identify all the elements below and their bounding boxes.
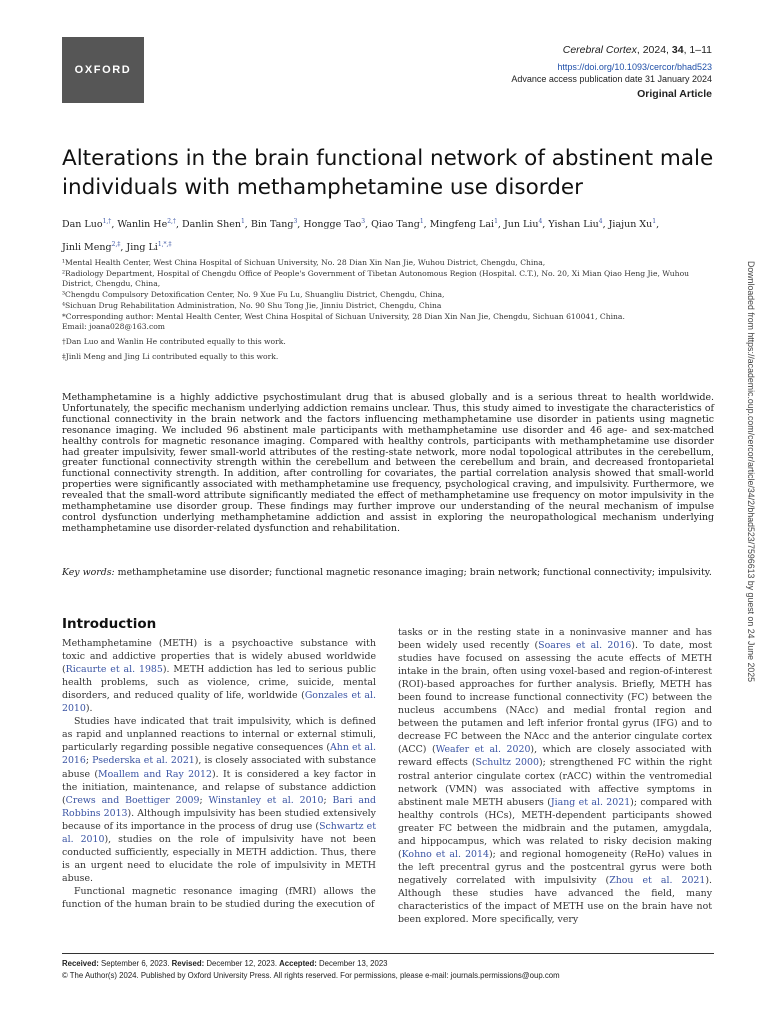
logo-text: OXFORD xyxy=(74,64,132,76)
paragraph: Functional magnetic resonance imaging (fMRI) allows the function of the human brain to be studied during the execution of xyxy=(62,885,376,910)
download-notice: Downloaded from https://academic.oup.com/cercor/article/34/2/bhad523/7596613 by guest on 24 June 2025 xyxy=(746,261,756,683)
equal-contribution-2: ‡Jinli Meng and Jing Li contributed equally to this work. xyxy=(62,351,279,361)
column-right xyxy=(398,626,712,926)
author-affiliation-marker[interactable]: 2,† xyxy=(167,218,176,225)
author-name: Qiao Tang xyxy=(371,219,420,231)
author-affiliation-marker[interactable]: 1 xyxy=(652,218,657,225)
download-watermark xyxy=(745,262,757,762)
footer xyxy=(62,958,714,982)
column-left xyxy=(62,618,376,911)
article-dates: Received: September 6, 2023. Revised: December 12, 2023. Accepted: December 13, 2023 xyxy=(62,959,388,968)
citation-link[interactable]: Gonzales et al. 2010 xyxy=(62,690,377,715)
citation-link[interactable]: Weafer et al. 2020 xyxy=(435,744,531,756)
citation-link[interactable]: Ricaurte et al. 1985 xyxy=(65,664,163,676)
paragraph: tasks or in the resting state in a noninvasive manner and has been widely used recently (Soares et al. 2016). To date, most studies have focused on assessing the acute effects of METH intake in the brain, often using voxel-based and region-of-interest (ROI)-based approaches for further analysis. Briefly, METH has been found to increase functional connectivity (FC) between the nucleus accumbens (NAcc) and medial frontal region and between the putamen and left inferior frontal gyrus (IFG) and to decrease FC between the NAcc and the anterior cingulate cortex (ACC) (Weafer et al. 2020), which are closely associated with reward effects (Schultz 2000); strengthened FC within the right rostral anterior cingulate cortex (rACC) within the ventromedial network (VMN) was associated with affective symptoms in abstinent male METH abusers (Jiang et al. 2021); compared with healthy controls (HCs), METH-dependent participants showed greater FC between the midbrain and the putamen, amygdala, and hippocampus, which was related to risky decision making (Kohno et al. 2014); and regional homogeneity (ReHo) values in the left precentral gyrus and the postcentral gyrus were both negatively correlated with impulsivity (Zhou et al. 2021). Although these studies have advanced the field, many characteristics of the impact of METH use on the brain have not been explored. More specifically, very xyxy=(398,627,712,926)
author-affiliation-marker[interactable]: 1,*,‡ xyxy=(157,241,172,249)
author-affiliation-marker[interactable]: 1 xyxy=(240,218,245,225)
affiliation-1: ¹Mental Health Center, West China Hospital of Sichuan University, No. 28 Dian Xin Nan Jie, Wuhou District, Chengdu, China, xyxy=(62,258,546,267)
author-name: Yishan Liu xyxy=(548,219,599,231)
journal-citation: Cerebral Cortex, 2024, 34, 1–11 xyxy=(562,44,712,56)
citation-link[interactable]: Ahn et al. 2016 xyxy=(62,742,376,767)
journal-volume: 34 xyxy=(671,44,684,56)
author-affiliation-marker[interactable]: 2,‡ xyxy=(111,241,121,249)
oxford-logo xyxy=(62,37,144,103)
journal-header xyxy=(511,44,712,100)
email[interactable]: Email: joana028@163.com xyxy=(62,322,165,332)
citation-link[interactable]: Schwartz et al. 2010 xyxy=(62,820,376,845)
citation-link[interactable]: Schultz 2000 xyxy=(475,757,539,769)
paragraph: Studies have indicated that trait impulsivity, which is defined as rapid and unplanned reactions to internal or external stimuli, particularly regarding possible negative consequences (Ahn et al. 2016; Psederska et al. 2021), is closely associated with substance abuse (Moallem and Ray 2012). It is considered a key factor in the initiation, maintenance, and relapse of substance addiction (Crews and Boettiger 2009; Winstanley et al. 2010; Bari and Robbins 2013). Although impulsivity has been studied extensively because of its importance in the process of drug use (Schwartz et al. 2010), studies on the role of impulsivity have not been conducted sufficiently, especially in METH addiction. Thus, there is an urgent need to elucidate the role of impulsivity in METH abuse. xyxy=(62,716,376,884)
affiliation-3: ³Chengdu Compulsory Detoxification Center, No. 9 Xue Fu Lu, Shuangliu District, Chengdu, China, xyxy=(62,290,445,300)
author-affiliation-marker[interactable]: 1 xyxy=(494,218,498,225)
author-affiliation-marker[interactable]: 3 xyxy=(293,218,298,225)
author-name: Jing Li xyxy=(126,242,158,254)
author-affiliation-marker[interactable]: 3 xyxy=(361,218,366,225)
affiliation-2: ²Radiology Department, Hospital of Chengdu Office of People's Government of Tibetan Autonomous Region (Hospital. C.T.), No. 20, Xi Mian Qiao Heng Jie, Wuhou District, Chengdu, China, xyxy=(62,268,690,289)
keywords-label: Key words: xyxy=(62,567,115,578)
author-affiliation-marker[interactable]: 4 xyxy=(598,218,603,225)
article-title: Alterations in the brain functional network of abstinent male individuals with methamphetamine use disorder xyxy=(62,146,714,200)
author-name: Dan Luo xyxy=(62,219,103,231)
author-name: Hongge Tao xyxy=(303,219,362,231)
author-name: Mingfeng Lai xyxy=(429,219,495,231)
copyright-notice: © The Author(s) 2024. Published by Oxford University Press. All rights reserved. For permissions, please e-mail: journals.permissions@oup.com xyxy=(62,971,560,980)
citation-link[interactable]: Jiang et al. 2021 xyxy=(550,796,631,808)
author-line-2: Jinli Meng$^{2,\ddagger}$, Jing $Li^{1,*,\ddagger}$ xyxy=(62,241,172,254)
equal-contribution-1: †Dan Luo and Wanlin He contributed equally to this work. xyxy=(62,336,286,346)
citation-link[interactable]: Bari and Robbins 2013 xyxy=(62,794,376,819)
affiliation-4: ⁴Sichuan Drug Rehabilitation Administration, No. 90 Shu Tong Jie, Jinniu District, Chengdu, China xyxy=(62,300,442,310)
citation-link[interactable]: Psederska et al. 2021 xyxy=(92,755,195,767)
article-type: Original Article xyxy=(637,88,712,100)
citation-link[interactable]: Kohno et al. 2014 xyxy=(401,848,489,860)
author-affiliation-marker[interactable]: 4 xyxy=(538,218,543,225)
author-name: Jun Liu xyxy=(503,219,539,231)
corresponding-author: *Corresponding author: Mental Health Center, West China Hospital of Sichuan University, 28 Dian Xin Nan Jie, Chengdu, Sichuan 610041, China. xyxy=(62,311,625,321)
doi-link[interactable]: https://doi.org/10.1093/cercor/bhad523 xyxy=(557,62,712,72)
paragraph: Methamphetamine (METH) is a psychoactive substance with toxic and addictive properties that is widely abused worldwide (Ricaurte et al. 1985). METH addiction has led to serious public health problems, such as violence, crime, suicide, mental disorders, and reduced quality of life, worldwide (Gonzales et al. 2010). xyxy=(62,638,377,715)
keywords xyxy=(62,567,714,579)
author-name: Wanlin He xyxy=(117,219,168,231)
citation-link[interactable]: Soares et al. 2016 xyxy=(538,640,632,652)
author-affiliation-marker[interactable]: 1 xyxy=(419,218,424,225)
advance-access-date: Advance access publication date 31 January 2024 xyxy=(511,74,712,84)
author-name: Jiajun Xu xyxy=(608,219,653,231)
author-name: Bin Tang xyxy=(250,219,294,231)
author-list xyxy=(62,212,722,258)
citation-link[interactable]: Winstanley et al. 2010 xyxy=(208,794,324,806)
author-name: Danlin Shen xyxy=(181,219,241,231)
journal-name: Cerebral Cortex xyxy=(562,44,637,56)
section-heading-introduction: Introduction xyxy=(62,616,157,632)
abstract: Methamphetamine is a highly addictive psychostimulant drug that is abused globally and is a serious threat to health worldwide. Unfortunately, the specific mechanism underlying addiction remains unclear. Thus, this study aimed to investigate the characteristics of functional connectivity in the brain network and the factors influencing methamphetamine use disorder in patients using magnetic resonance imaging. We included 96 abstinent male participants with methamphetamine use disorder and 46 age- and sex-matched healthy controls for magnetic resonance imaging. Compared with healthy controls, participants with methamphetamine use disorder had greater impulsivity, fewer small-world attributes of the resting-state network, more nodal topological attributes in the cerebellum, greater functional connectivity strength within the cerebellum and between the cerebellum and brain, and decreased frontoparietal functional connectivity strength. In addition, after controlling for covariates, the partial correlation analysis showed that small-world properties were significantly associated with methamphetamine use frequency, psychological craving, and impulsivity. Furthermore, we revealed that the small-word attribute significantly mediated the effect of methamphetamine use frequency on motor impulsivity in the methamphetamine use disorder group. These findings may further improve our understanding of the neural mechanism of impulse control dysfunction underlying methamphetamine addiction and assist in exploring the neuropathological mechanism underlying methamphetamine use disorder-related dysfunction and rehabilitation. xyxy=(62,392,714,534)
citation-link[interactable]: Zhou et al. 2021 xyxy=(609,874,706,886)
author-line-1: Dan Luo$^{1,\dagger}$, Wanlin $He^{2,\dagger}$, Danlin Shen$^1$, Bin Tang$^3$, Hongge Tao$^3$, Qiao Tang$^1$, Mingfeng Lai$^1$, Jun Liu$^4$, Yishan Liu$^4$, Jiajun Xu$^1$, xyxy=(62,218,660,231)
author-affiliation-marker[interactable]: 1,† xyxy=(102,218,112,225)
citation-link[interactable]: Moallem and Ray 2012 xyxy=(98,768,212,780)
footer-divider xyxy=(62,953,714,954)
author-name: Jinli Meng xyxy=(62,242,112,254)
citation-link[interactable]: Crews and Boettiger 2009 xyxy=(65,794,200,806)
affiliations xyxy=(62,258,722,362)
keywords-text: methamphetamine use disorder; functional magnetic resonance imaging; brain network; functional connectivity; impulsivity. xyxy=(114,567,712,578)
